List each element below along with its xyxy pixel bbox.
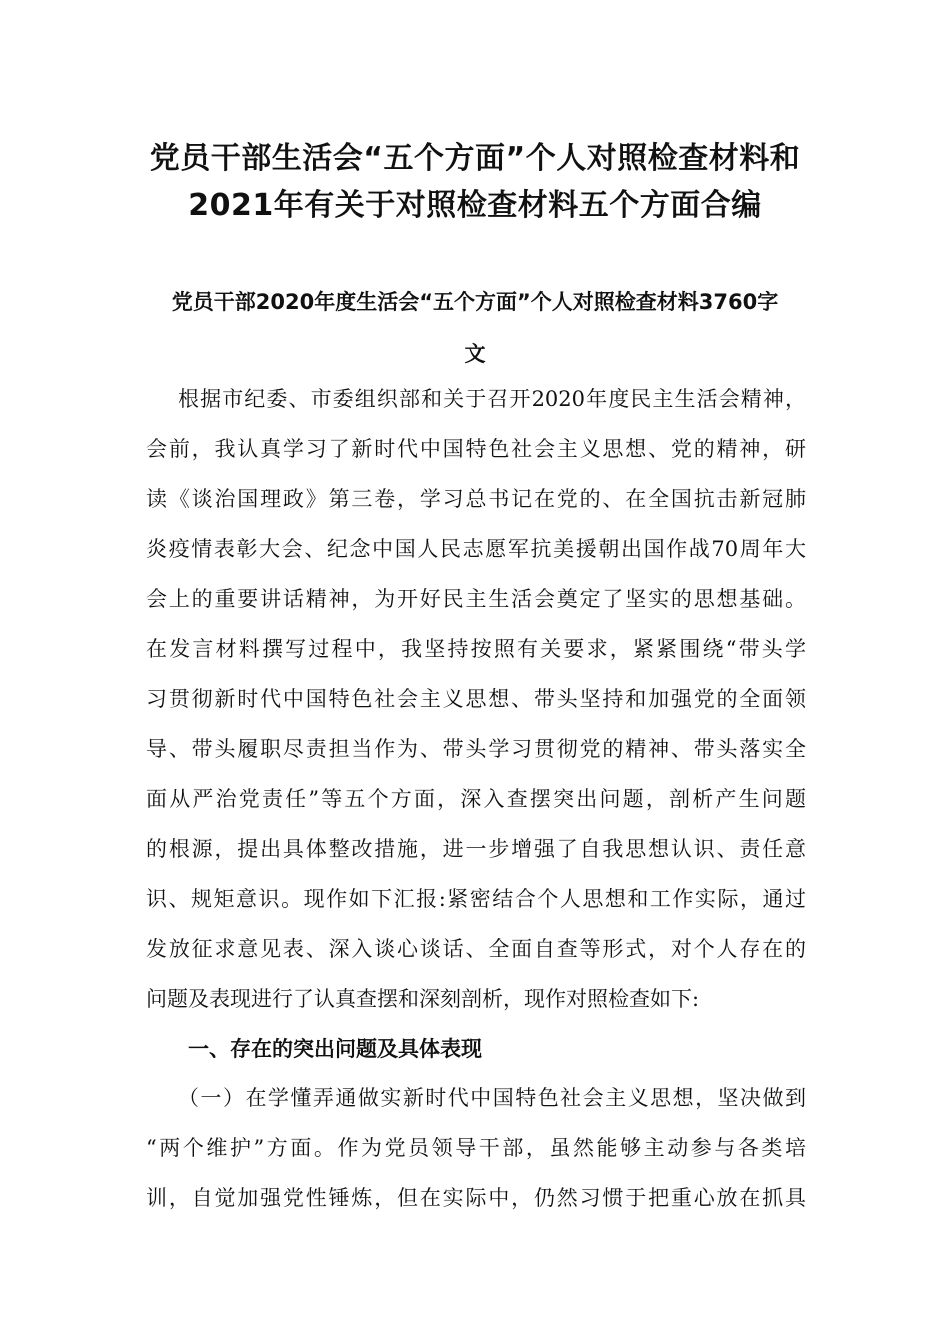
section-1-heading: 一、存在的突出问题及具体表现	[188, 1037, 482, 1061]
paragraph-2-line: 训，自觉加强党性锤炼，但在实际中，仍然习惯于把重心放在抓具	[146, 1186, 806, 1210]
subtitle-line-1: 党员干部2020年度生活会“五个方面”个人对照检查材料3760字	[171, 290, 779, 314]
paragraph-1-line: 发放征求意见表、深入谈心谈话、全面自查等形式，对个人存在的	[146, 937, 806, 961]
document-title-line-2: 2021年有关于对照检查材料五个方面合编	[188, 188, 762, 223]
paragraph-1-line: 识、规矩意识。现作如下汇报:紧密结合个人思想和工作实际，通过	[146, 887, 806, 911]
paragraph-2-line: “两个维护”方面。作为党员领导干部，虽然能够主动参与各类培	[146, 1136, 806, 1160]
paragraph-1-line: 根据市纪委、市委组织部和关于召开2020年度民主生活会精神，	[178, 387, 806, 411]
paragraph-1-line: 习贯彻新时代中国特色社会主义思想、带头坚持和加强党的全面领	[146, 687, 806, 711]
paragraph-2-line: （一）在学懂弄通做实新时代中国特色社会主义思想，坚决做到	[178, 1086, 806, 1110]
paragraph-1-line: 在发言材料撰写过程中，我坚持按照有关要求，紧紧围绕“带头学	[146, 637, 806, 661]
paragraph-1-line: 读《谈治国理政》第三卷，学习总书记在党的、在全国抗击新冠肺	[146, 487, 806, 511]
document-title-line-1: 党员干部生活会“五个方面”个人对照检查材料和	[149, 141, 801, 176]
paragraph-1-line: 会前，我认真学习了新时代中国特色社会主义思想、党的精神，研	[146, 437, 806, 461]
paragraph-1-line: 导、带头履职尽责担当作为、带头学习贯彻党的精神、带头落实全	[146, 737, 806, 761]
paragraph-1-line: 面从严治党责任”等五个方面，深入查摆突出问题，剖析产生问题	[146, 787, 806, 811]
subtitle-line-2: 文	[464, 342, 486, 366]
paragraph-1-line: 炎疫情表彰大会、纪念中国人民志愿军抗美援朝出国作战70周年大	[146, 537, 806, 561]
paragraph-1-line: 会上的重要讲话精神，为开好民主生活会奠定了坚实的思想基础。	[146, 587, 806, 611]
paragraph-1-line: 问题及表现进行了认真查摆和深刻剖析，现作对照检查如下:	[146, 987, 700, 1011]
paragraph-1-line: 的根源，提出具体整改措施，进一步增强了自我思想认识、责任意	[146, 837, 806, 861]
